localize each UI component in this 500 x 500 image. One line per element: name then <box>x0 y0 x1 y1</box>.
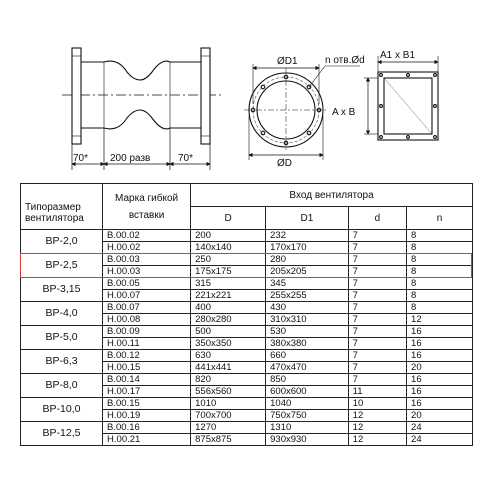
cell-n: 8 <box>407 302 473 314</box>
cell-mark: В.00.03 <box>103 254 191 266</box>
header-type: Типоразмер вентилятора <box>21 184 103 230</box>
fan-type-cell: ВР-10,0 <box>21 398 103 422</box>
cell-mark: Н.00.15 <box>103 362 191 374</box>
cell-n: 16 <box>407 338 473 350</box>
cell-mark: В.00.16 <box>103 422 191 434</box>
table-row <box>21 278 473 290</box>
cell-d1: 232 <box>266 230 349 242</box>
cell-mark: В.00.05 <box>103 278 191 290</box>
cell-n: 24 <box>407 422 473 434</box>
cell-d: 12 <box>348 434 406 446</box>
cell-d: 200 <box>191 230 266 242</box>
cell-d: 12 <box>348 410 406 422</box>
dim-right-flange: 70* <box>178 153 194 164</box>
cell-d1: 930x930 <box>266 434 349 446</box>
cell-d: 7 <box>348 326 406 338</box>
cell-n: 20 <box>407 362 473 374</box>
table-row <box>21 374 473 386</box>
cell-d: 280x280 <box>191 314 266 326</box>
fan-type-cell: ВР-6,3 <box>21 350 103 374</box>
header-inlet: Вход вентилятора <box>191 184 473 207</box>
dim-ab: A x B <box>332 107 356 118</box>
fan-type-cell: ВР-8,0 <box>21 374 103 398</box>
cell-mark: Н.00.17 <box>103 386 191 398</box>
cell-mark: В.00.09 <box>103 326 191 338</box>
cell-d1: 470x470 <box>266 362 349 374</box>
side-view <box>62 48 222 170</box>
cell-d: 350x350 <box>191 338 266 350</box>
spec-table-body <box>21 230 473 446</box>
cell-d: 175x175 <box>191 266 266 278</box>
cell-d: 7 <box>348 314 406 326</box>
cell-d: 820 <box>191 374 266 386</box>
cell-d1: 380x380 <box>266 338 349 350</box>
fan-type-cell: ВР-3,15 <box>21 278 103 302</box>
cell-n: 8 <box>407 290 473 302</box>
header-col-n: n <box>407 207 473 230</box>
cell-mark: Н.00.07 <box>103 290 191 302</box>
cell-d: 7 <box>348 254 406 266</box>
cell-d1: 310x310 <box>266 314 349 326</box>
end-view-square <box>364 56 438 140</box>
cell-mark: В.00.02 <box>103 230 191 242</box>
cell-d: 400 <box>191 302 266 314</box>
dim-d: ØD <box>277 158 292 169</box>
cell-n: 16 <box>407 374 473 386</box>
fan-type-cell: ВР-2,5 <box>21 254 103 278</box>
cell-d1: 1310 <box>266 422 349 434</box>
header-col-D1: D1 <box>266 207 349 230</box>
cell-n: 12 <box>407 314 473 326</box>
technical-drawing <box>0 0 500 185</box>
cell-d: 11 <box>348 386 406 398</box>
cell-d1: 530 <box>266 326 349 338</box>
cell-d: 630 <box>191 350 266 362</box>
cell-d: 441x441 <box>191 362 266 374</box>
cell-n: 16 <box>407 326 473 338</box>
cell-d: 7 <box>348 266 406 278</box>
dim-a1b1: A1 x B1 <box>380 50 416 61</box>
cell-n: 8 <box>407 254 473 266</box>
cell-d1: 660 <box>266 350 349 362</box>
cell-d: 1270 <box>191 422 266 434</box>
table-row <box>21 230 473 242</box>
cell-n: 8 <box>407 278 473 290</box>
cell-d: 700x700 <box>191 410 266 422</box>
cell-d: 500 <box>191 326 266 338</box>
cell-d: 556x560 <box>191 386 266 398</box>
cell-d: 7 <box>348 302 406 314</box>
dim-left-flange: 70* <box>73 153 89 164</box>
cell-mark: Н.00.19 <box>103 410 191 422</box>
cell-mark: Н.00.11 <box>103 338 191 350</box>
cell-d: 1010 <box>191 398 266 410</box>
table-row <box>21 350 473 362</box>
cell-mark: Н.00.02 <box>103 242 191 254</box>
cell-d1: 280 <box>266 254 349 266</box>
table-row <box>21 254 473 266</box>
cell-d: 250 <box>191 254 266 266</box>
header-mark: Марка гибкой вставки <box>103 184 191 230</box>
cell-mark: В.00.15 <box>103 398 191 410</box>
dim-d1: ØD1 <box>277 56 298 67</box>
cell-n: 16 <box>407 398 473 410</box>
fan-type-cell: ВР-5,0 <box>21 326 103 350</box>
cell-d: 315 <box>191 278 266 290</box>
cell-mark: В.00.14 <box>103 374 191 386</box>
cell-d: 140x140 <box>191 242 266 254</box>
spec-table <box>20 183 473 446</box>
fan-type-cell: ВР-12,5 <box>21 422 103 446</box>
cell-n: 16 <box>407 386 473 398</box>
cell-d1: 205x205 <box>266 266 349 278</box>
cell-mark: Н.00.08 <box>103 314 191 326</box>
cell-mark: Н.00.03 <box>103 266 191 278</box>
table-row <box>21 302 473 314</box>
cell-d: 7 <box>348 230 406 242</box>
cell-mark: Н.00.21 <box>103 434 191 446</box>
cell-d1: 345 <box>266 278 349 290</box>
cell-mark: В.00.07 <box>103 302 191 314</box>
cell-n: 8 <box>407 266 473 278</box>
table-row <box>21 326 473 338</box>
cell-d1: 1040 <box>266 398 349 410</box>
cell-d: 7 <box>348 374 406 386</box>
cell-d1: 750x750 <box>266 410 349 422</box>
cell-n: 20 <box>407 410 473 422</box>
table-row <box>21 422 473 434</box>
cell-d: 875x875 <box>191 434 266 446</box>
cell-n: 24 <box>407 434 473 446</box>
table-row <box>21 398 473 410</box>
dim-middle: 200 разв <box>110 153 151 164</box>
cell-d: 7 <box>348 242 406 254</box>
fan-type-cell: ВР-4,0 <box>21 302 103 326</box>
cell-d1: 850 <box>266 374 349 386</box>
cell-d1: 170x170 <box>266 242 349 254</box>
header-col-d: d <box>348 207 406 230</box>
cell-n: 8 <box>407 230 473 242</box>
cell-d: 7 <box>348 290 406 302</box>
cell-d: 12 <box>348 422 406 434</box>
cell-n: 16 <box>407 350 473 362</box>
cell-d: 7 <box>348 278 406 290</box>
cell-d1: 600x600 <box>266 386 349 398</box>
cell-d: 10 <box>348 398 406 410</box>
cell-d1: 430 <box>266 302 349 314</box>
cell-d: 221x221 <box>191 290 266 302</box>
cell-d1: 255x255 <box>266 290 349 302</box>
cell-d: 7 <box>348 338 406 350</box>
cell-mark: В.00.12 <box>103 350 191 362</box>
cell-d: 7 <box>348 362 406 374</box>
header-col-D: D <box>191 207 266 230</box>
cell-d: 7 <box>348 350 406 362</box>
fan-type-cell: ВР-2,0 <box>21 230 103 254</box>
holes-callout: n отв.Ød <box>325 55 365 66</box>
cell-n: 8 <box>407 242 473 254</box>
